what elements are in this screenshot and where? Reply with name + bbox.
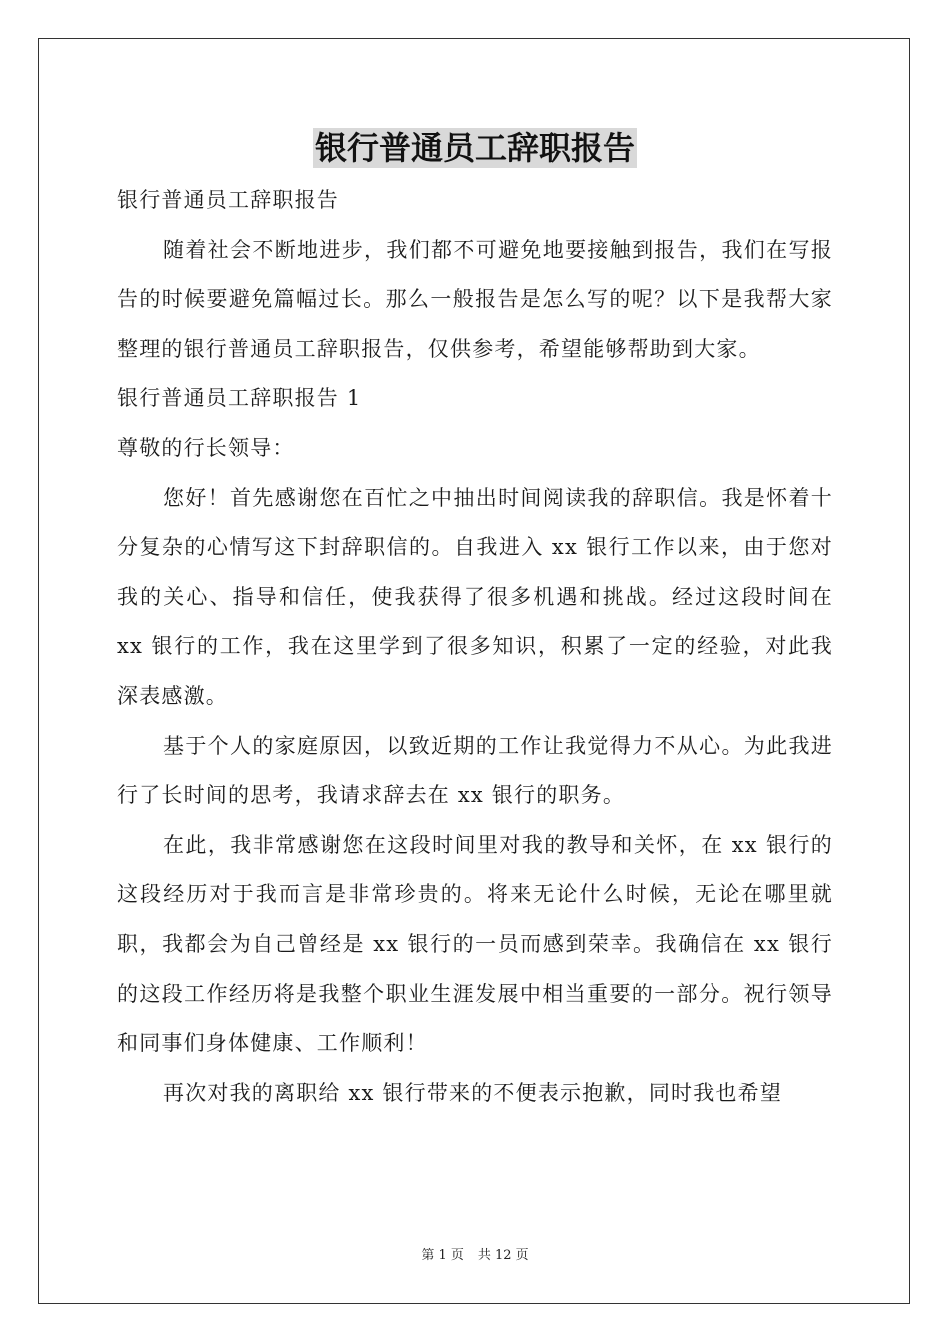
paragraph-6: 在此，我非常感谢您在这段时间里对我的教导和关怀，在 xx 银行的这段经历对于我而言是非常珍贵的。将来无论什么时候，无论在哪里就职，我都会为自己曾经是 xx 银行的一员而感到荣幸。我确信在 xx 银行的这段工作经历将是我整个职业生涯发展中相当重要的一部分。祝行领导和同事们身体健康、工作顺利！ (117, 832, 833, 1056)
paragraph-3: 尊敬的行长领导： (117, 435, 295, 460)
title-container (0, 128, 950, 168)
page-total: 共 12 页 (477, 1248, 529, 1263)
paragraph-2: 银行普通员工辞职报告 1 (117, 386, 362, 411)
page-number: 第 1 页 (421, 1248, 464, 1263)
paragraph-7: 再次对我的离职给 xx 银行带来的不便表示抱歉，同时我也希望 (163, 1080, 783, 1105)
paragraph-5: 基于个人的家庭原因，以致近期的工作让我觉得力不从心。为此我进行了长时间的思考，我请求辞去在 xx 银行的职务。 (117, 733, 833, 808)
paragraph-1: 随着社会不断地进步，我们都不可避免地要接触到报告，我们在写报告的时候要避免篇幅过长。那么一般报告是怎么写的呢？以下是我帮大家整理的银行普通员工辞职报告，仅供参考，希望能够帮助到大家。 (117, 237, 833, 361)
document-body (117, 176, 833, 1118)
page-footer (0, 1248, 950, 1264)
document-title: 银行普通员工辞职报告 (314, 129, 635, 167)
paragraph-4: 您好！首先感谢您在百忙之中抽出时间阅读我的辞职信。我是怀着十分复杂的心情写这下封辞职信的。自我进入 xx 银行工作以来，由于您对我的关心、指导和信任，使我获得了很多机遇和挑战。经过这段时间在 xx 银行的工作，我在这里学到了很多知识，积累了一定的经验，对此我深表感激。 (117, 485, 833, 708)
paragraph-0: 银行普通员工辞职报告 (117, 188, 339, 212)
